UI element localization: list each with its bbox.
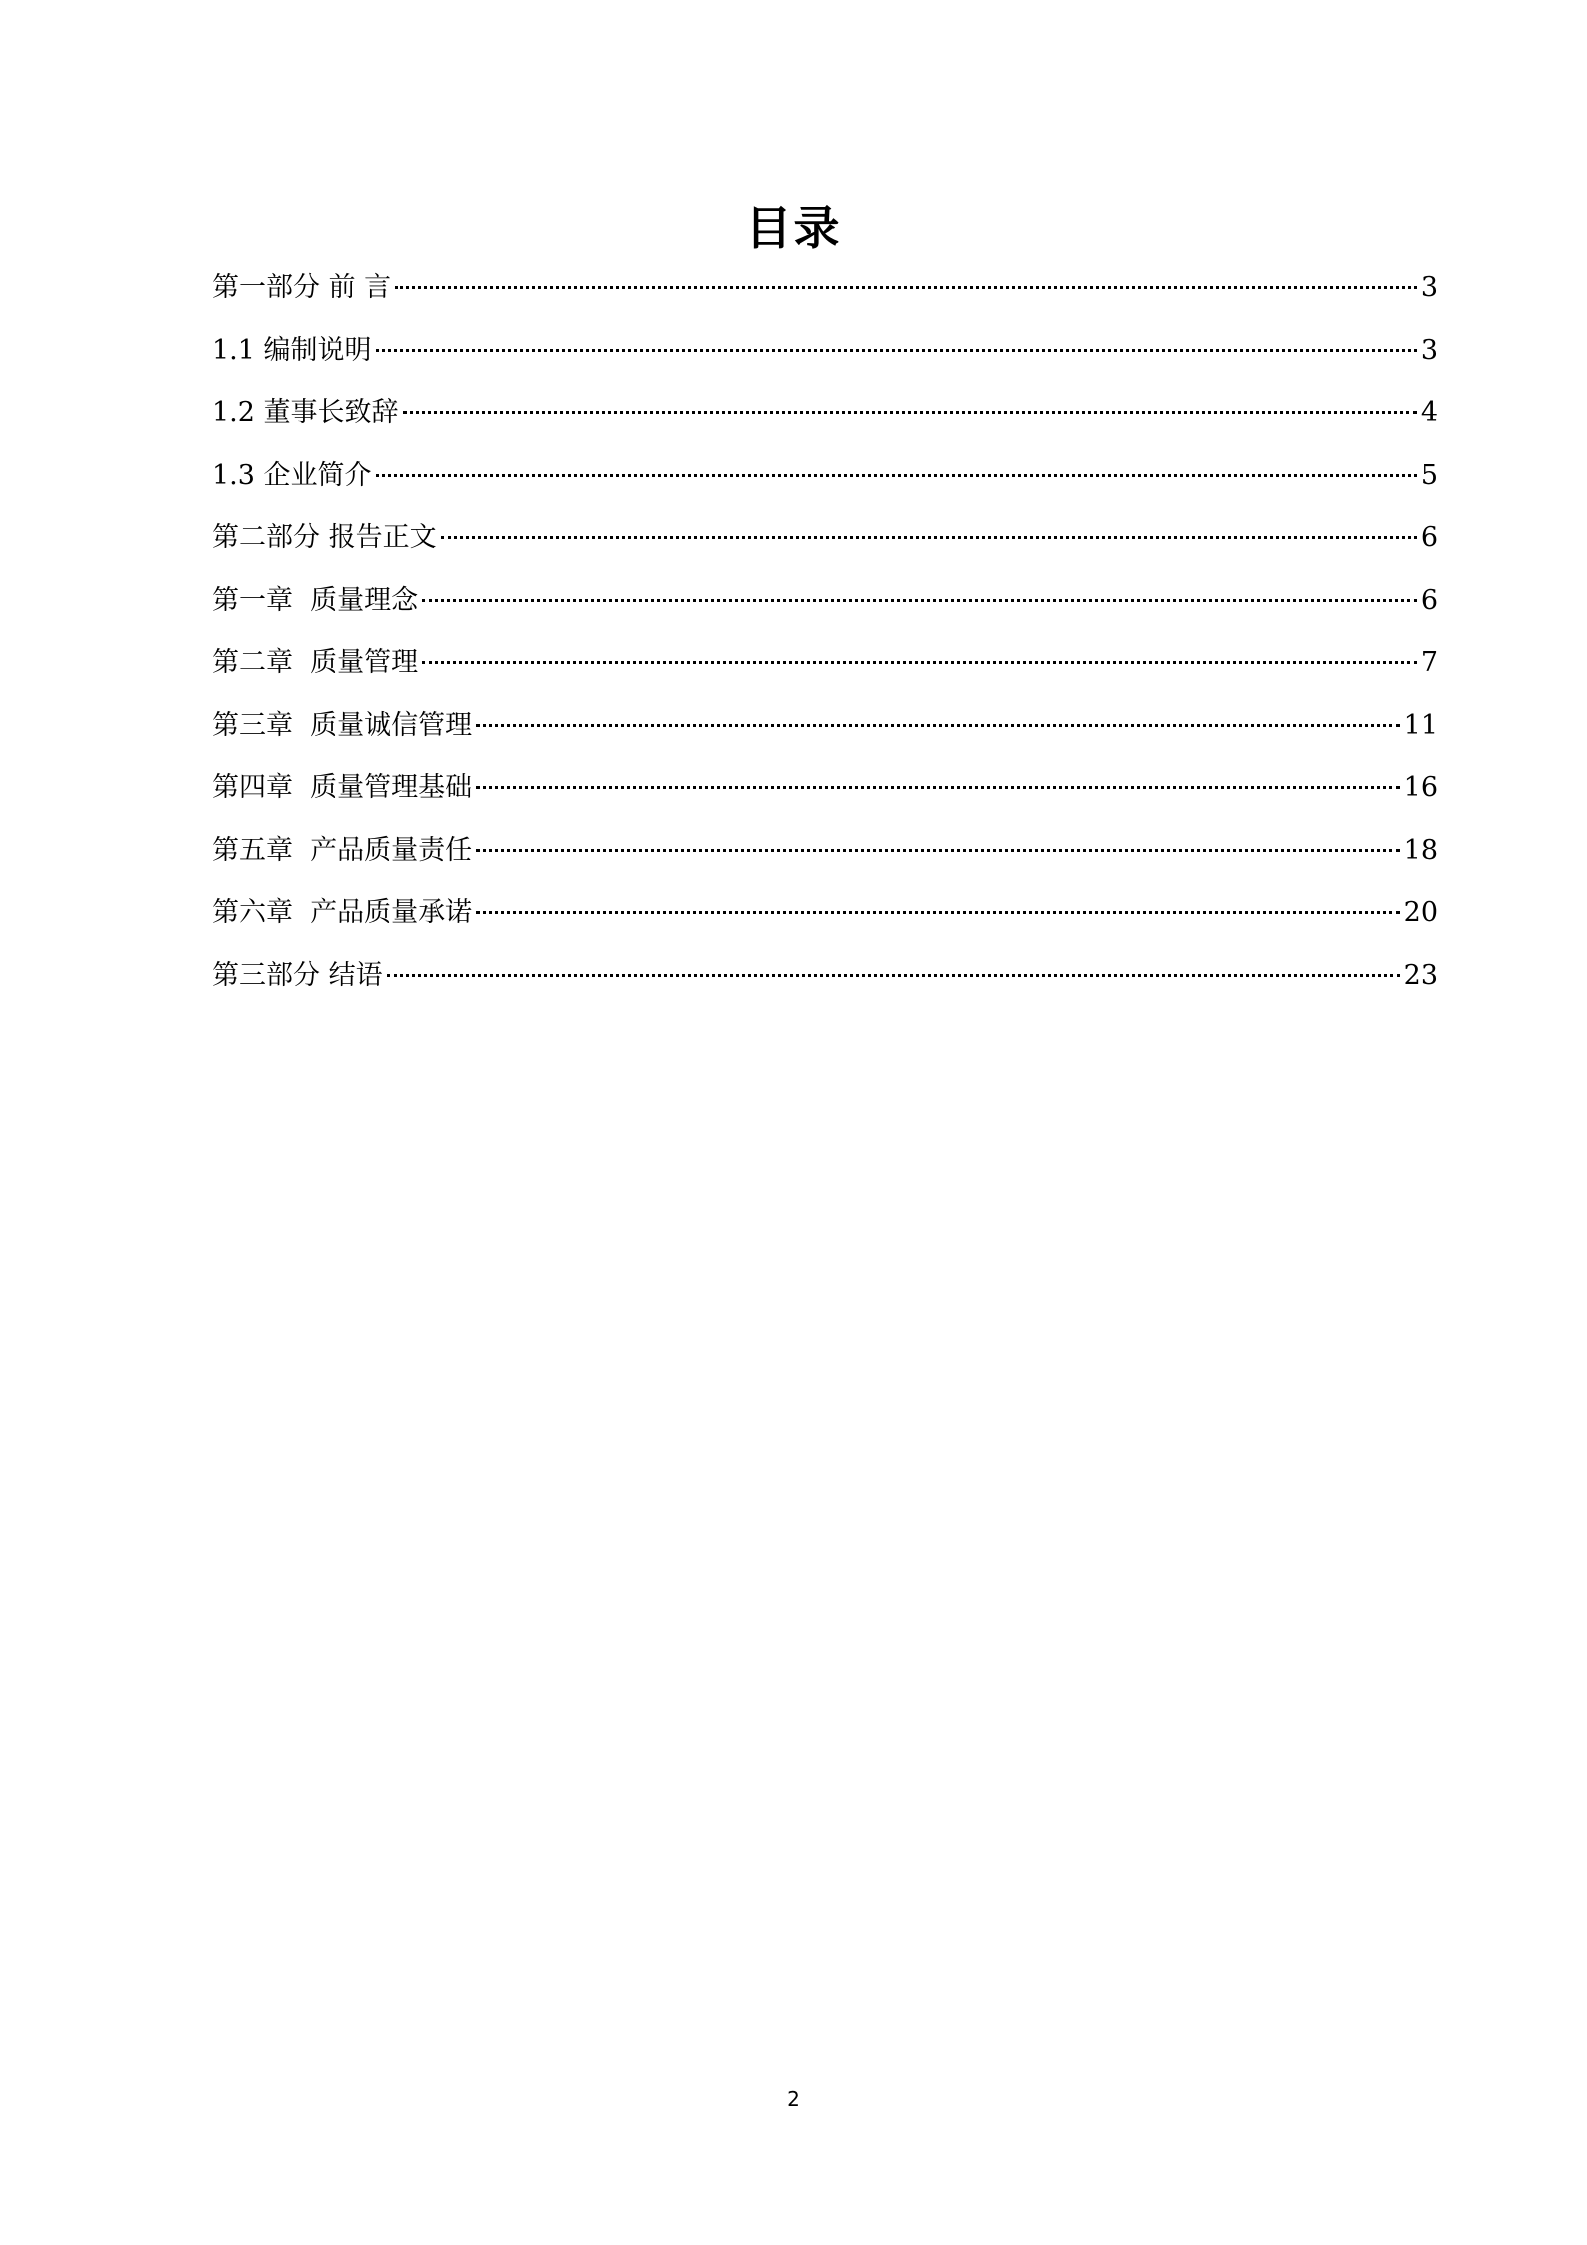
toc-entry-page: 18 — [1403, 834, 1438, 866]
toc-entry-label: 1.2 董事长致辞 — [212, 397, 399, 428]
toc-leader-dots — [376, 349, 1417, 352]
toc-entry[interactable] — [212, 513, 1438, 576]
toc-entry-label: 第四章 质量管理基础 — [212, 772, 473, 803]
toc-entry-page: 11 — [1403, 709, 1438, 741]
toc-entry-page: 5 — [1420, 459, 1438, 491]
toc-entry-page: 6 — [1420, 584, 1438, 616]
toc-entry-label: 1.3 企业简介 — [212, 459, 372, 491]
toc-leader-dots — [376, 474, 1417, 477]
toc-entry-page: 3 — [1420, 334, 1438, 366]
toc-entry[interactable] — [212, 951, 1438, 1014]
toc-leader-dots — [422, 599, 1417, 602]
toc-entry-page: 23 — [1403, 959, 1438, 991]
toc-entry[interactable] — [212, 638, 1438, 701]
toc-entry[interactable] — [212, 576, 1438, 639]
toc-entry[interactable] — [212, 763, 1438, 826]
toc-entry-label: 第五章 产品质量责任 — [212, 834, 473, 866]
toc-leader-dots — [395, 286, 1417, 289]
toc-entry-page: 7 — [1420, 647, 1438, 678]
toc-entry-label: 第二章 质量管理 — [212, 647, 419, 678]
toc-leader-dots — [476, 724, 1399, 727]
toc-entry[interactable] — [212, 326, 1438, 389]
toc-entry-page: 20 — [1403, 897, 1438, 928]
toc-entry[interactable] — [212, 451, 1438, 514]
toc-leader-dots — [476, 849, 1399, 852]
toc-entry[interactable] — [212, 263, 1438, 326]
toc-entry[interactable] — [212, 701, 1438, 764]
toc-leader-dots — [476, 786, 1399, 789]
toc-entry[interactable] — [212, 388, 1438, 451]
toc-entry-label: 第一部分 前 言 — [212, 272, 392, 303]
toc-leader-dots — [403, 411, 1417, 414]
toc-leader-dots — [387, 974, 1400, 977]
toc-entry[interactable] — [212, 826, 1438, 889]
toc-entry-page: 6 — [1420, 522, 1438, 553]
page-title: 目录 — [745, 201, 842, 255]
toc-leader-dots — [422, 661, 1417, 664]
toc-entry-page: 3 — [1420, 272, 1438, 303]
toc-entry[interactable] — [212, 888, 1438, 951]
toc-entry-page: 16 — [1403, 772, 1438, 803]
toc-entry-label: 第三部分 结语 — [212, 959, 383, 991]
toc-entry-label: 第六章 产品质量承诺 — [212, 897, 473, 928]
toc-leader-dots — [441, 536, 1417, 539]
toc-entry-label: 1.1 编制说明 — [212, 334, 372, 366]
toc-leader-dots — [476, 911, 1399, 914]
toc-entry-page: 4 — [1420, 397, 1438, 428]
toc-entry-label: 第三章 质量诚信管理 — [212, 709, 473, 741]
table-of-contents — [212, 263, 1438, 1013]
page-number: 2 — [787, 2087, 800, 2111]
toc-entry-label: 第一章 质量理念 — [212, 584, 419, 616]
toc-entry-label: 第二部分 报告正文 — [212, 522, 437, 553]
